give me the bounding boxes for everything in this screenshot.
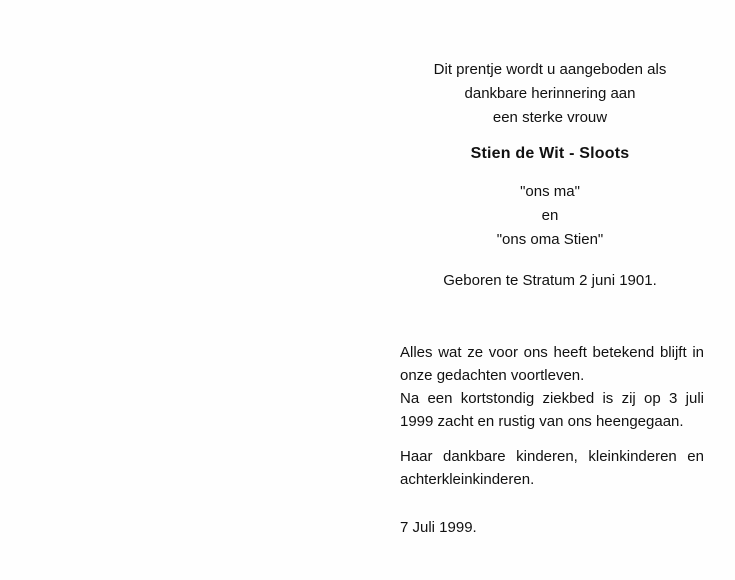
intro-text <box>390 58 710 130</box>
nickname-line: "ons oma Stien" <box>496 231 604 248</box>
paragraph-gap <box>400 433 704 445</box>
card-date: 7 Juli 1999. <box>400 519 477 536</box>
intro-line: een sterke vrouw <box>492 109 608 126</box>
intro-line: Dit prentje wordt u aangeboden als <box>433 61 667 78</box>
card-fold <box>368 0 369 580</box>
memorial-body <box>400 341 704 491</box>
deceased-name: Stien de Wit - Sloots <box>470 145 630 162</box>
family-paragraph: Haar dankbare kinderen, kleinkinderen en achterkleinkinderen. <box>400 448 704 488</box>
nickname-line: "ons ma" <box>520 183 580 200</box>
memory-paragraph: Alles wat ze voor ons heeft betekend blijft in onze gedachten voortleven. <box>400 344 704 384</box>
nickname-line: en <box>541 207 559 224</box>
intro-line: dankbare herinnering aan <box>464 85 636 102</box>
death-paragraph: Na een kortstondig ziekbed is zij op 3 juli 1999 zacht en rustig van ons heengegaan. <box>400 390 704 430</box>
birth-line: Geboren te Stratum 2 juni 1901. <box>443 272 657 289</box>
nickname-block <box>390 180 710 252</box>
card-right-panel <box>390 58 710 292</box>
